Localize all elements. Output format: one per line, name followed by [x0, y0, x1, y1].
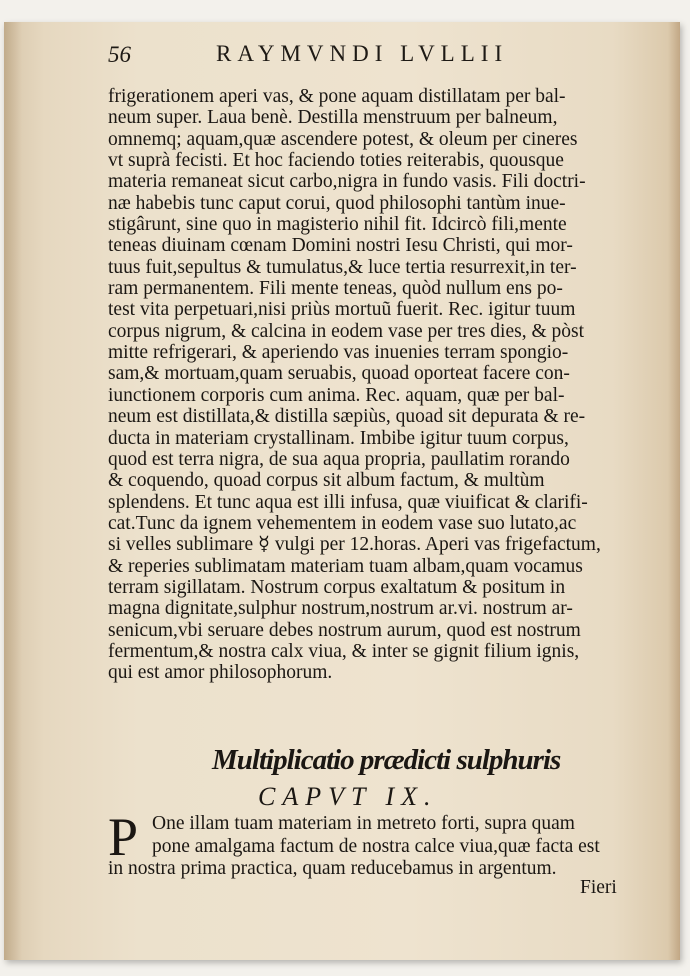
text-line: stigârunt, sine quo in magisterio nihil fit. Idcircò fili,mente [108, 214, 567, 236]
text-line: ducta in materiam crystallinam. Imbibe igitur tuum corpus, [108, 427, 569, 449]
text-line: teneas diuinam cœnam Domini nostri Iesu Christi, qui mor- [108, 235, 573, 257]
text-line: cat.Tunc da ignem vehementem in eodem vase suo lutato,ac [108, 512, 577, 534]
text-line: fermentum,& nostra calx viua, & inter se gignit filium ignis, [108, 640, 580, 662]
text-line: terram sigillatam. Nostrum corpus exaltatum & positum in [108, 576, 566, 598]
text-line: qui est amor philosophorum. [108, 662, 333, 684]
text-line: One illam tuam materiam in metreto forti, supra quam [152, 813, 575, 834]
text-line: magna dignitate,sulphur nostrum,nostrum ar.vi. nostrum ar- [108, 598, 573, 620]
text-line: tuus fuit,sepultus & tumulatus,& luce tertia resurrexit,in ter- [108, 256, 577, 278]
text-line: corpus nigrum, & calcina in eodem vase per tres dies, & pòst [108, 320, 584, 342]
drop-cap: P [108, 807, 139, 867]
page-number: 56 [108, 42, 131, 67]
text-line: si velles sublimare ☿ vulgi per 12.horas. Aperi vas frigefactum, [108, 534, 601, 556]
text-line: mitte refrigerari, & aperiendo vas inuenies terram spongio- [108, 342, 569, 364]
body-text [108, 86, 638, 684]
text-line: frigerationem aperi vas, & pone aquam distillatam per bal- [108, 86, 566, 107]
chapter-title: Multiplicatio prædicti sulphuris [212, 744, 561, 776]
text-line: næ habebis tunc caput corui, quod philosophi tantùm inue- [108, 192, 566, 214]
text-line: quod est terra nigra, de sua aqua propria, paullatim rorando [108, 448, 570, 470]
text-line: neum super. Laua benè. Destilla menstruum per balneum, [108, 107, 558, 129]
text-line: vt suprà fecisti. Et hoc faciendo toties reiterabis, quousque [108, 150, 564, 172]
text-line: & coquendo, quoad corpus sit album factum, & multùm [108, 470, 545, 492]
chapter-number: CAPVT IX. [258, 782, 438, 811]
running-head [108, 40, 648, 70]
running-title: RAYMVNDI LVLLII [216, 41, 509, 66]
text-line: test vita perpetuari,nisi priùs mortuũ fuerit. Rec. igitur tuum [108, 299, 576, 321]
text-line: splendens. Et tunc aqua est illi infusa, quæ viuificat & clarifi- [108, 491, 588, 513]
text-line: & reperies sublimatam materiam tuam albam,quam vocamus [108, 555, 583, 577]
text-line: pone amalgama factum de nostra calce viua,quæ facta est [152, 836, 600, 857]
text-line: sam,& mortuam,quam seruabis, quoad oporteat facere con- [108, 363, 570, 385]
text-line: iunctionem corporis cum anima. Rec. aquam, quæ per bal- [108, 384, 565, 406]
catchword: Fieri [580, 877, 617, 898]
text-line: in nostra prima practica, quam reducebamus in argentum. [108, 858, 557, 879]
text-line: senicum,vbi seruare debes nostrum aurum, quod est nostrum [108, 619, 581, 641]
text-line: ram permanentem. Fili mente teneas, quòd nullum ens po- [108, 278, 563, 300]
text-line: neum est distillata,& distilla sæpiùs, quoad sit depurata & re- [108, 406, 586, 428]
text-line: omnemq; aquam,quæ ascendere potest, & oleum per cineres [108, 128, 578, 150]
text-line: materia remaneat sicut carbo,nigra in fundo vasis. Fili doctri- [108, 171, 586, 193]
